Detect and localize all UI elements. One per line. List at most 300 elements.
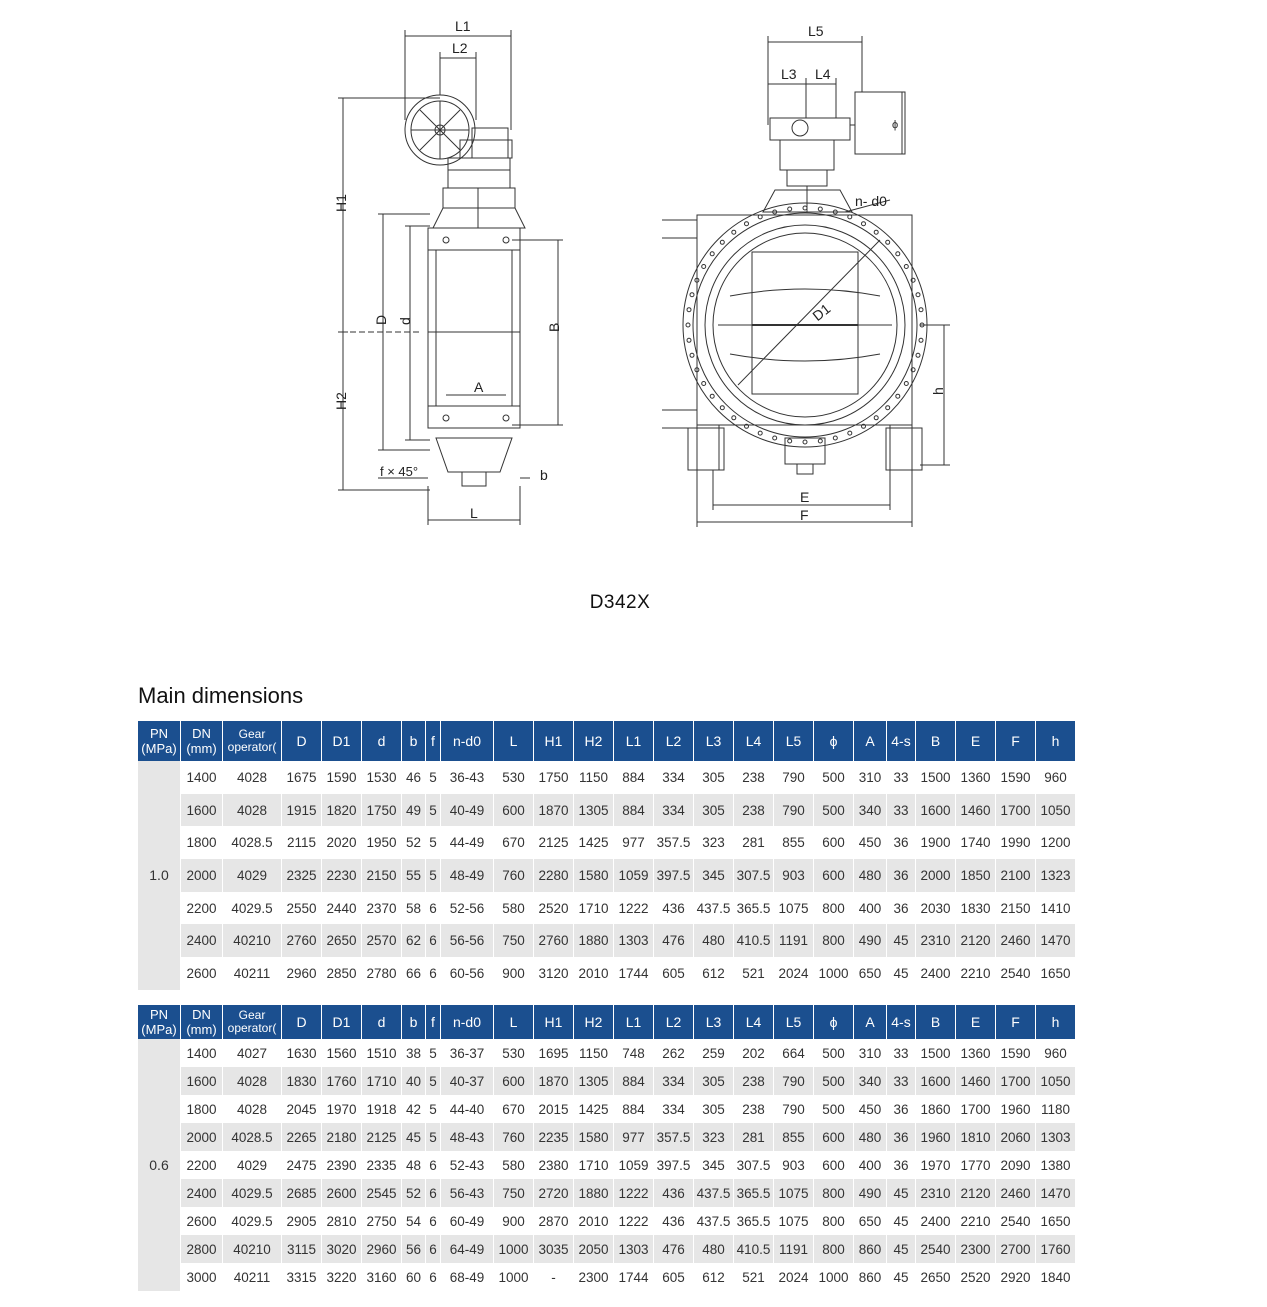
table-cell: 1560 xyxy=(322,1039,361,1067)
table-cell: 2325 xyxy=(282,859,321,892)
table-cell: 2400 xyxy=(916,957,955,990)
section-title: Main dimensions xyxy=(138,683,304,708)
table-cell: 1360 xyxy=(956,1039,995,1067)
table-cell: 436 xyxy=(654,892,693,925)
column-header: PN (MPa) xyxy=(138,1005,180,1039)
table-cell: 1700 xyxy=(956,1095,995,1123)
table-cell: 450 xyxy=(854,1095,886,1123)
table-cell: 2210 xyxy=(956,1207,995,1235)
table-cell: 3020 xyxy=(322,1235,361,1263)
table-cell: 1400 xyxy=(181,1039,222,1067)
bolt-hole xyxy=(720,240,724,244)
table-cell: 40 xyxy=(402,1067,425,1095)
table-cell: 2600 xyxy=(181,957,222,990)
table-cell: 650 xyxy=(854,957,886,990)
table-cell: 1600 xyxy=(916,1067,955,1095)
table-cell: 2600 xyxy=(322,1179,361,1207)
column-header: d xyxy=(362,1005,401,1039)
table-cell: 3000 xyxy=(181,1263,222,1291)
table-cell: 1860 xyxy=(916,1095,955,1123)
pn-value: 0.6 xyxy=(138,1039,180,1291)
table-cell: 262 xyxy=(654,1039,693,1067)
table-cell: 38 xyxy=(402,1039,425,1067)
table-cell: 1303 xyxy=(614,1235,653,1263)
table-cell: 365.5 xyxy=(734,892,773,925)
column-header: b xyxy=(402,721,425,761)
table-cell: 1059 xyxy=(614,859,653,892)
table-cell: 2390 xyxy=(322,1151,361,1179)
column-header: L2 xyxy=(654,1005,693,1039)
table-cell: 345 xyxy=(694,1151,733,1179)
table-cell: 1830 xyxy=(282,1067,321,1095)
table-cell: 2475 xyxy=(282,1151,321,1179)
table-cell: 500 xyxy=(814,1095,853,1123)
table-cell: 345 xyxy=(694,859,733,892)
table-cell: 790 xyxy=(774,1095,813,1123)
table-cell: 4028 xyxy=(223,761,281,794)
table-cell: 45 xyxy=(402,1123,425,1151)
table-cell: 530 xyxy=(494,761,533,794)
label-A: A xyxy=(474,379,484,395)
table-cell: 238 xyxy=(734,1095,773,1123)
valve-technical-drawing xyxy=(0,0,1267,570)
table-cell: 1740 xyxy=(956,826,995,859)
table-cell: 1191 xyxy=(774,924,813,957)
table-cell: 1700 xyxy=(996,794,1035,827)
table-cell: 2750 xyxy=(362,1207,401,1235)
table-cell: 1970 xyxy=(916,1151,955,1179)
table-row xyxy=(138,1263,1075,1291)
table-cell: 2000 xyxy=(916,859,955,892)
table-cell: 334 xyxy=(654,1067,693,1095)
table-cell: 2650 xyxy=(916,1263,955,1291)
table-cell: 1222 xyxy=(614,1179,653,1207)
table-cell: 2540 xyxy=(996,957,1035,990)
column-header: Gear operator( xyxy=(223,721,281,761)
table-cell: 1425 xyxy=(574,1095,613,1123)
table-cell: 60-49 xyxy=(441,1207,493,1235)
table-cell: 5 xyxy=(426,794,440,827)
label-E: E xyxy=(800,489,810,505)
bolt-hole xyxy=(687,338,691,342)
table-cell: 58 xyxy=(402,892,425,925)
table-row xyxy=(138,1179,1075,1207)
table-cell: 48-49 xyxy=(441,859,493,892)
table-cell: 397.5 xyxy=(654,1151,693,1179)
table-cell: 1580 xyxy=(574,859,613,892)
label-h: h xyxy=(930,387,946,395)
table-cell: 52 xyxy=(402,1179,425,1207)
table-cell: 42 xyxy=(402,1095,425,1123)
table-cell: 1050 xyxy=(1036,794,1075,827)
table-cell: 5 xyxy=(426,826,440,859)
table-cell: 2060 xyxy=(996,1123,1035,1151)
table-cell: 1590 xyxy=(996,1039,1035,1067)
table-cell: 357.5 xyxy=(654,1123,693,1151)
bolt-hole xyxy=(710,252,714,256)
table-cell: 1590 xyxy=(996,761,1035,794)
label-L4: L4 xyxy=(815,66,831,82)
table-cell: 750 xyxy=(494,924,533,957)
table-cell: 2000 xyxy=(181,1123,222,1151)
table-cell: 903 xyxy=(774,1151,813,1179)
bolt-hole xyxy=(720,406,724,410)
table-cell: 334 xyxy=(654,794,693,827)
bolt-hole xyxy=(687,308,691,312)
column-header: H1 xyxy=(534,1005,573,1039)
table-cell: 1580 xyxy=(574,1123,613,1151)
table-cell: 365.5 xyxy=(734,1207,773,1235)
table-cell: 6 xyxy=(426,924,440,957)
table-cell: 52 xyxy=(402,826,425,859)
bolt-hole xyxy=(758,431,762,435)
table-cell: 55 xyxy=(402,859,425,892)
table-cell: 4029.5 xyxy=(223,1207,281,1235)
table-cell: 2150 xyxy=(996,892,1035,925)
column-header: L4 xyxy=(734,1005,773,1039)
column-header: 4-s xyxy=(887,721,915,761)
label-B: B xyxy=(546,322,562,332)
table-cell: 40-49 xyxy=(441,794,493,827)
table-cell: 45 xyxy=(887,924,915,957)
bolt-hole xyxy=(788,207,792,211)
table-cell: 6 xyxy=(426,1207,440,1235)
table-cell: 790 xyxy=(774,761,813,794)
column-header: d xyxy=(362,721,401,761)
pn-value: 1.0 xyxy=(138,761,180,990)
table-cell: 202 xyxy=(734,1039,773,1067)
table-cell: 2265 xyxy=(282,1123,321,1151)
table-cell: 903 xyxy=(774,859,813,892)
table-cell: 2150 xyxy=(362,859,401,892)
table-cell: 45 xyxy=(887,1263,915,1291)
table-cell: 605 xyxy=(654,957,693,990)
table-cell: 68-49 xyxy=(441,1263,493,1291)
table-cell: 2540 xyxy=(996,1207,1035,1235)
table-cell: 5 xyxy=(426,761,440,794)
table-cell: 1470 xyxy=(1036,924,1075,957)
table-row xyxy=(138,1235,1075,1263)
table-cell: 580 xyxy=(494,892,533,925)
table-cell: 1222 xyxy=(614,892,653,925)
table-cell: 1960 xyxy=(996,1095,1035,1123)
table-cell: 323 xyxy=(694,1123,733,1151)
table-row xyxy=(138,1095,1075,1123)
table-cell: 310 xyxy=(854,761,886,794)
table-cell: 1191 xyxy=(774,1235,813,1263)
table-cell: 2090 xyxy=(996,1151,1035,1179)
table-cell: 790 xyxy=(774,794,813,827)
table-cell: 884 xyxy=(614,1095,653,1123)
table-cell: 36-43 xyxy=(441,761,493,794)
table-cell: 2850 xyxy=(322,957,361,990)
table-cell: 600 xyxy=(814,859,853,892)
table-cell: 2520 xyxy=(534,892,573,925)
table-cell: 1000 xyxy=(494,1235,533,1263)
table-cell: 36 xyxy=(887,826,915,859)
bolt-hole xyxy=(904,265,908,269)
label-H2: H2 xyxy=(333,392,349,410)
bolt-hole xyxy=(896,394,900,398)
table-cell: 500 xyxy=(814,1039,853,1067)
table-cell: 3035 xyxy=(534,1235,573,1263)
table-cell: 1059 xyxy=(614,1151,653,1179)
table-cell: 49 xyxy=(402,794,425,827)
table-cell: 2024 xyxy=(774,1263,813,1291)
column-header: L3 xyxy=(694,1005,733,1039)
table-row xyxy=(138,1123,1075,1151)
table-cell: 2020 xyxy=(322,826,361,859)
table-cell: 2460 xyxy=(996,924,1035,957)
table-cell: 2310 xyxy=(916,1179,955,1207)
table-cell: 281 xyxy=(734,1123,773,1151)
column-header: ϕ xyxy=(814,721,853,761)
bolt-hole xyxy=(896,252,900,256)
column-header: 4-s xyxy=(887,1005,915,1039)
bolt-hole xyxy=(690,353,694,357)
table-cell: 397.5 xyxy=(654,859,693,892)
table-cell: 6 xyxy=(426,1179,440,1207)
table-cell: 2780 xyxy=(362,957,401,990)
table-cell: 2010 xyxy=(574,1207,613,1235)
table-cell: 480 xyxy=(854,1123,886,1151)
table-cell: 1000 xyxy=(814,957,853,990)
table-cell: 1830 xyxy=(956,892,995,925)
table-cell: 305 xyxy=(694,1067,733,1095)
table-cell: 44-40 xyxy=(441,1095,493,1123)
table-cell: 1460 xyxy=(956,794,995,827)
table-cell: 1675 xyxy=(282,761,321,794)
table-cell: 1600 xyxy=(916,794,955,827)
label-L2: L2 xyxy=(452,40,468,56)
column-header: f xyxy=(426,1005,440,1039)
table-cell: 1850 xyxy=(956,859,995,892)
table-cell: 64-49 xyxy=(441,1235,493,1263)
table-cell: 334 xyxy=(654,761,693,794)
table-cell: 5 xyxy=(426,1123,440,1151)
table-cell: 1600 xyxy=(181,1067,222,1095)
table-row xyxy=(138,1039,1075,1067)
table-cell: 1960 xyxy=(916,1123,955,1151)
table-cell: 1710 xyxy=(574,1151,613,1179)
table-cell: 1710 xyxy=(574,892,613,925)
table-cell: 1600 xyxy=(181,794,222,827)
table-cell: 56-56 xyxy=(441,924,493,957)
label-L5: L5 xyxy=(808,23,824,39)
table-cell: 500 xyxy=(814,1067,853,1095)
table-cell: 3115 xyxy=(282,1235,321,1263)
column-header: D1 xyxy=(322,721,361,761)
table-cell: 1303 xyxy=(1036,1123,1075,1151)
table-cell: 2540 xyxy=(916,1235,955,1263)
table-cell: 650 xyxy=(854,1207,886,1235)
table-cell: 800 xyxy=(814,1179,853,1207)
table-cell: 1510 xyxy=(362,1039,401,1067)
table-cell: 2720 xyxy=(534,1179,573,1207)
bolt-hole xyxy=(803,440,807,444)
table-cell: 476 xyxy=(654,1235,693,1263)
table-cell: 2520 xyxy=(956,1263,995,1291)
table-cell: 1840 xyxy=(1036,1263,1075,1291)
bolt-hole xyxy=(788,439,792,443)
table-cell: 960 xyxy=(1036,1039,1075,1067)
table-cell: 2120 xyxy=(956,924,995,957)
table-cell: 2920 xyxy=(996,1263,1035,1291)
table-cell: 2030 xyxy=(916,892,955,925)
table-cell: 6 xyxy=(426,892,440,925)
column-header: n-d0 xyxy=(441,721,493,761)
table-cell: 4028 xyxy=(223,1067,281,1095)
bolt-hole xyxy=(916,353,920,357)
table-cell: 480 xyxy=(694,924,733,957)
table-cell: 238 xyxy=(734,794,773,827)
column-header: L3 xyxy=(694,721,733,761)
table-cell: 340 xyxy=(854,794,886,827)
table-cell: 1750 xyxy=(534,761,573,794)
table-cell: 900 xyxy=(494,1207,533,1235)
bolt-hole xyxy=(686,323,690,327)
table-cell: 40210 xyxy=(223,924,281,957)
table-cell: 760 xyxy=(494,1123,533,1151)
column-header: F xyxy=(996,1005,1035,1039)
bolt-hole xyxy=(919,338,923,342)
table-cell: 1075 xyxy=(774,1207,813,1235)
column-header: H2 xyxy=(574,721,613,761)
table-cell: 2015 xyxy=(534,1095,573,1123)
table-row xyxy=(138,1151,1075,1179)
table-cell: 54 xyxy=(402,1207,425,1235)
table-cell: 2650 xyxy=(322,924,361,957)
table-cell: 612 xyxy=(694,957,733,990)
table-cell: 36 xyxy=(887,859,915,892)
table-cell: 1303 xyxy=(614,924,653,957)
bolt-hole xyxy=(874,230,878,234)
table-cell: 2200 xyxy=(181,892,222,925)
table-cell: 1000 xyxy=(494,1263,533,1291)
table-cell: 476 xyxy=(654,924,693,957)
column-header: h xyxy=(1036,1005,1075,1039)
bolt-hole xyxy=(818,439,822,443)
table-cell: 4027 xyxy=(223,1039,281,1067)
table-cell: 1410 xyxy=(1036,892,1075,925)
table-cell: 62 xyxy=(402,924,425,957)
bolt-hole xyxy=(862,222,866,226)
table-cell: 2545 xyxy=(362,1179,401,1207)
table-cell: 2440 xyxy=(322,892,361,925)
table-cell: 33 xyxy=(887,794,915,827)
table-cell: 2300 xyxy=(574,1263,613,1291)
table-cell: 33 xyxy=(887,761,915,794)
table-cell: 310 xyxy=(854,1039,886,1067)
table-cell: 1460 xyxy=(956,1067,995,1095)
label-f45: f × 45° xyxy=(380,464,419,479)
bolt-hole xyxy=(702,382,706,386)
column-header: A xyxy=(854,1005,886,1039)
bolt-hole xyxy=(833,436,837,440)
table-cell: 600 xyxy=(814,1123,853,1151)
column-header: ϕ xyxy=(814,1005,853,1039)
column-header: L xyxy=(494,721,533,761)
table-cell: 4029 xyxy=(223,859,281,892)
table-cell: 40210 xyxy=(223,1235,281,1263)
bolt-hole xyxy=(919,308,923,312)
table-cell: 2870 xyxy=(534,1207,573,1235)
table-cell: 3120 xyxy=(534,957,573,990)
bolt-hole xyxy=(773,436,777,440)
table-cell: 530 xyxy=(494,1039,533,1067)
label-L1: L1 xyxy=(455,18,471,34)
table-row xyxy=(138,924,1075,957)
table-cell: 800 xyxy=(814,1207,853,1235)
table-cell: 238 xyxy=(734,1067,773,1095)
table-cell: 2960 xyxy=(362,1235,401,1263)
table-cell: 1500 xyxy=(916,761,955,794)
table-cell: 2700 xyxy=(996,1235,1035,1263)
table-cell: 5 xyxy=(426,1039,440,1067)
table-cell: 977 xyxy=(614,1123,653,1151)
table-cell: 1800 xyxy=(181,1095,222,1123)
column-header: PN (MPa) xyxy=(138,721,180,761)
table-cell: 307.5 xyxy=(734,1151,773,1179)
table-cell: 410.5 xyxy=(734,1235,773,1263)
table-cell: 2010 xyxy=(574,957,613,990)
bolt-hole xyxy=(904,382,908,386)
table-cell: 1150 xyxy=(574,761,613,794)
table-cell: 2050 xyxy=(574,1235,613,1263)
table-header-row xyxy=(138,1005,1075,1039)
table-cell: 884 xyxy=(614,1067,653,1095)
column-header: H1 xyxy=(534,721,573,761)
table-cell: 2400 xyxy=(181,1179,222,1207)
column-header: B xyxy=(916,721,955,761)
table-cell: 900 xyxy=(494,957,533,990)
table-cell: 1000 xyxy=(814,1263,853,1291)
table-cell: 5 xyxy=(426,1095,440,1123)
table-cell: 437.5 xyxy=(694,892,733,925)
table-cell: 437.5 xyxy=(694,1207,733,1235)
table-cell: 2760 xyxy=(282,924,321,957)
table-cell: 884 xyxy=(614,794,653,827)
table-cell: 1760 xyxy=(1036,1235,1075,1263)
table-cell: 855 xyxy=(774,1123,813,1151)
table-cell: 2120 xyxy=(956,1179,995,1207)
table-cell: 3315 xyxy=(282,1263,321,1291)
bolt-hole xyxy=(874,416,878,420)
label-phi: ϕ xyxy=(892,119,899,131)
bolt-hole xyxy=(818,207,822,211)
table-cell: 400 xyxy=(854,1151,886,1179)
table-cell: 2024 xyxy=(774,957,813,990)
table-cell: 1880 xyxy=(574,924,613,957)
bolt-hole xyxy=(732,416,736,420)
table-cell: 977 xyxy=(614,826,653,859)
table-cell: 6 xyxy=(426,1263,440,1291)
table-cell: 1744 xyxy=(614,957,653,990)
bolt-hole xyxy=(745,222,749,226)
column-header: L1 xyxy=(614,1005,653,1039)
table-cell: 436 xyxy=(654,1207,693,1235)
table-cell: 3160 xyxy=(362,1263,401,1291)
table-cell: 490 xyxy=(854,924,886,957)
table-cell: 500 xyxy=(814,761,853,794)
table-cell: 1990 xyxy=(996,826,1035,859)
table-cell: 305 xyxy=(694,761,733,794)
table-cell: 2600 xyxy=(181,1207,222,1235)
bolt-hole xyxy=(710,394,714,398)
table-cell: 323 xyxy=(694,826,733,859)
table-cell: 307.5 xyxy=(734,859,773,892)
label-D1: D1 xyxy=(809,300,834,325)
